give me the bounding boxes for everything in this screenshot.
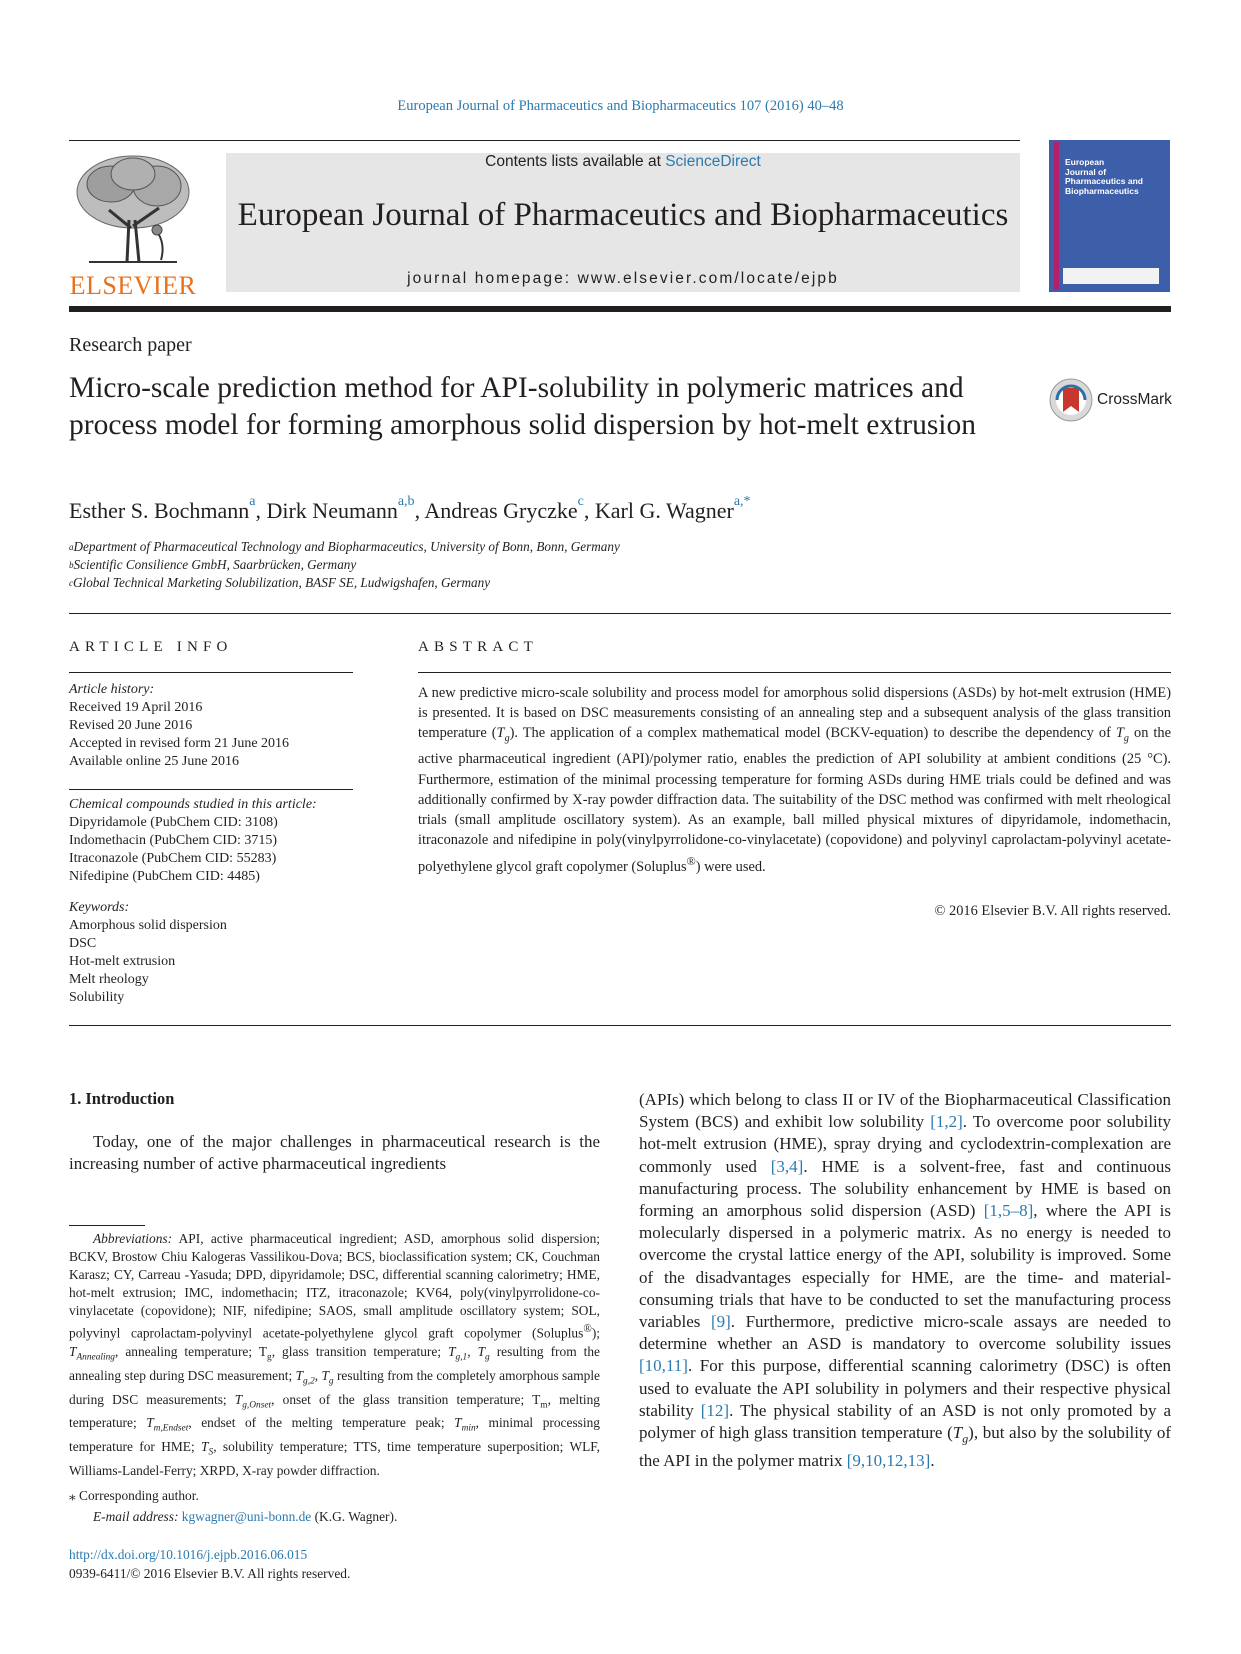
journal-masthead: [226, 153, 1020, 292]
info-rule: [69, 789, 353, 790]
top-rule: [69, 140, 1020, 141]
email-label: E-mail address:: [93, 1509, 179, 1524]
contents-prefix: Contents lists available at: [485, 153, 666, 170]
abstract-rule: [418, 672, 1171, 673]
header-thick-rule: [69, 306, 1171, 312]
citation-link[interactable]: [1,2]: [930, 1112, 963, 1132]
crossmark-icon: [1049, 378, 1093, 422]
journal-title: European Journal of Pharmaceutics and Biopharmaceutics: [237, 197, 1009, 233]
compounds-label: Chemical compounds studied in this article:: [69, 797, 317, 812]
compound-item: Itraconazole (PubChem CID: 55283): [69, 851, 277, 866]
email-link[interactable]: kgwagner@uni-bonn.de: [181, 1509, 312, 1524]
article-history: [69, 681, 289, 771]
abbreviations-footnote: Abbreviations: API, active pharmaceutical ingredient; ASD, amorphous solid dispersion; BCKV, Brostow Chiu Kalogeras Vassilikou-Dova; BCS, bioclassification system; CK, Couchman Karasz; CY, Carreau -Yasuda; DPD, dipyridamole; DSC, differential scanning calorimetry; HME, hot-melt extrusion; IMC, indomethacin; ITZ, itraconazole; KV64, poly(vinylpyrrolidone-co-vinylacetate (copovidone); NIF, nifedipine; SAOS, small amplitude oscillatory system; SOL, polyvinyl caprolactam-polyvinyl acetate-polyethylene glycol graft copolymer (Soluplus®); $T_{Annealing}$, annealing temperature; $T_g$, glass transition temperature; $T_{g,1}$, $T_g$ resulting from the annealing step during DSC measurement; $T_{g,2}$, $T_g$ resulting from the completely amorphous sample during DSC measurements; $T_{g,Onset}$, onset of the glass transition temperature; $T_m$, melting temperature; $T_{m,Endset}$, endset of the melting temperature peak; $T_{min}$, minimal processing temperature for HME; $T_S$, solubility temperature; TTS, time temperature superposition; WLF, Williams-Landel-Ferry; XRPD, X-ray powder diffraction.: [69, 1231, 600, 1478]
elsevier-logo[interactable]: [69, 150, 197, 300]
author-affil[interactable]: a,b: [397, 494, 415, 509]
abstract-heading: ABSTRACT: [418, 639, 538, 655]
author-affil[interactable]: a,*: [733, 494, 751, 509]
keyword-item: Melt rheology: [69, 972, 149, 987]
keyword-item: DSC: [69, 936, 97, 951]
elsevier-wordmark: ELSEVIER: [69, 271, 197, 300]
affiliation: $^c$Global Technical Marketing Solubilization, BASF SE, Ludwigshafen, Germany: [69, 575, 491, 590]
keyword-item: Solubility: [69, 990, 125, 1005]
section-heading: 1. Introduction: [69, 1089, 175, 1108]
intro-paragraph-left: Today, one of the major challenges in pharmaceutical research is the increasing number of active pharmaceutical ingredients: [69, 1132, 600, 1174]
abstract-copyright: © 2016 Elsevier B.V. All rights reserved.: [934, 903, 1171, 919]
history-item: Available online 25 June 2016: [69, 754, 240, 769]
journal-cover[interactable]: [1049, 140, 1170, 292]
citation-link[interactable]: [10,11]: [639, 1356, 688, 1376]
info-rule: [69, 672, 353, 673]
article-title: Micro-scale prediction method for API-solubility in polymeric matrices and process model for forming amorphous solid dispersion by hot-melt extrusion: [69, 372, 976, 441]
keywords-label: Keywords:: [69, 900, 130, 915]
author-list: Esther S. Bochmann$^a$, Dirk Neumann$^{a,b}$, Andreas Gryczke$^c$, Karl G. Wagner$^{a,*}$: [69, 494, 751, 523]
citation-link[interactable]: [3,4]: [770, 1156, 804, 1176]
corresponding-author: ⁎ Corresponding author.: [69, 1488, 199, 1503]
journal-homepage[interactable]: journal homepage: www.elsevier.com/locate/ejpb: [407, 270, 839, 287]
citation-link[interactable]: [9]: [710, 1312, 731, 1332]
email-line: E-mail address: kgwagner@uni-bonn.de (K.G. Wagner).: [93, 1509, 398, 1524]
footnote-rule: [69, 1225, 145, 1226]
author-affil[interactable]: a: [249, 494, 256, 509]
keywords: [69, 899, 227, 1007]
history-item: Accepted in revised form 21 June 2016: [69, 736, 290, 751]
keyword-item: Hot-melt extrusion: [69, 954, 176, 969]
history-item: Revised 20 June 2016: [69, 718, 193, 733]
running-head: European Journal of Pharmaceutics and Biopharmaceutics 107 (2016) 40–48: [397, 98, 844, 114]
affiliation-rule: [69, 613, 1171, 614]
intro-paragraph-right: (APIs) which belong to class II or IV of the Biopharmaceutical Classification System (BCS) and exhibit low solubility [1,2]. To overcome poor solubility hot-melt extrusion (HME), spray drying and cyclodextrin-complexation are commonly used [3,4]. HME is a solvent-free, fast and continuous manufacturing process. The solubility enhancement by HME is based on forming an amorphous solid dispersion (ASD) [1,5–8], where the API is molecularly dispersed in a polymeric matrix. As no energy is needed to overcome the crystal lattice energy of the API, solubility is improved. Some of the disadvantages especially for HME, are the time- and material-consuming trials that have to be conducted to set the manufacturing process variables [9]. Furthermore, predictive micro-scale assays are needed to determine whether an ASD is mandatory to overcome solubility issues [10,11]. For this purpose, differential scanning calorimetry (DSC) is often used to evaluate the API solubility in polymers and their respective physical stability [12]. The physical stability of an ASD is not only promoted by a polymer of high glass transition temperature $(T_g)$, but also by the solubility of the API in the polymer matrix [9,10,12,13].: [639, 1090, 1172, 1470]
issn-line: 0939-6411/© 2016 Elsevier B.V. All rights reserved.: [69, 1566, 351, 1581]
keyword-item: Amorphous solid dispersion: [69, 918, 227, 933]
author-name: Esther S. Bochmann: [69, 498, 250, 523]
elsevier-tree-icon: [69, 150, 197, 268]
cover-bar: [1054, 142, 1059, 290]
history-item: Received 19 April 2016: [69, 700, 203, 715]
contents-line: [226, 153, 1020, 171]
author-affil[interactable]: c: [577, 494, 584, 509]
author-name: Karl G. Wagner: [594, 498, 734, 523]
history-label: Article history:: [69, 682, 155, 697]
affiliation: $^a$Department of Pharmaceutical Technology and Biopharmaceutics, University of Bonn, Bonn, Germany: [69, 539, 620, 554]
citation-link[interactable]: [12]: [700, 1400, 730, 1420]
crossmark-badge[interactable]: [1049, 378, 1171, 422]
compound-item: Nifedipine (PubChem CID: 4485): [69, 869, 260, 884]
affiliations: [69, 538, 620, 592]
article-type: Research paper: [69, 334, 192, 356]
doi-link[interactable]: http://dx.doi.org/10.1016/j.ejpb.2016.06.015: [69, 1547, 308, 1562]
citation-link[interactable]: [1,5–8]: [983, 1201, 1034, 1221]
cover-footer: [1063, 268, 1159, 284]
citation-link[interactable]: [9,10,12,13]: [846, 1450, 931, 1470]
front-matter-rule: [69, 1025, 1171, 1026]
sciencedirect-link[interactable]: ScienceDirect: [665, 153, 761, 170]
cover-title: European Journal of Pharmaceutics and Biopharmaceutics: [1065, 157, 1143, 196]
compound-item: Dipyridamole (PubChem CID: 3108): [69, 815, 278, 830]
article-info-heading: ARTICLE INFO: [69, 639, 233, 655]
compound-item: Indomethacin (PubChem CID: 3715): [69, 833, 278, 848]
crossmark-label: CrossMark: [1097, 391, 1172, 408]
chemical-compounds: [69, 796, 317, 886]
affiliation: $^b$Scientific Consilience GmbH, Saarbrücken, Germany: [69, 557, 357, 572]
author-name: Dirk Neumann: [266, 498, 398, 523]
author-name: Andreas Gryczke: [424, 498, 578, 523]
abstract-text: A new predictive micro-scale solubility and process model for amorphous solid dispersions (ASDs) by hot-melt extrusion (HME) is presented. It is based on DSC measurements consisting of an annealing step and a subsequent analysis of the glass transition temperature $(T_g)$. The application of a complex mathematical model (BCKV-equation) to describe the dependency of $T_g$ on the active pharmaceutical ingredient (API)/polymer ratio, enables the prediction of API solubility at ambient conditions (25 °C). Furthermore, estimation of the minimal processing temperature for forming ASDs during HME trials could be defined and was additionally confirmed by X-ray powder diffraction data. The suitability of the DSC method was confirmed with melt rheological trials (small amplitude oscillatory system). As an example, ball milled physical mixtures of dipyridamole, indomethacin, itraconazole and nifedipine in poly(vinylpyrrolidone-co-vinylacetate) (copovidone) and polyvinyl caprolactam-polyvinyl acetate-polyethylene glycol graft copolymer (Soluplus®) were used.: [418, 685, 1172, 875]
